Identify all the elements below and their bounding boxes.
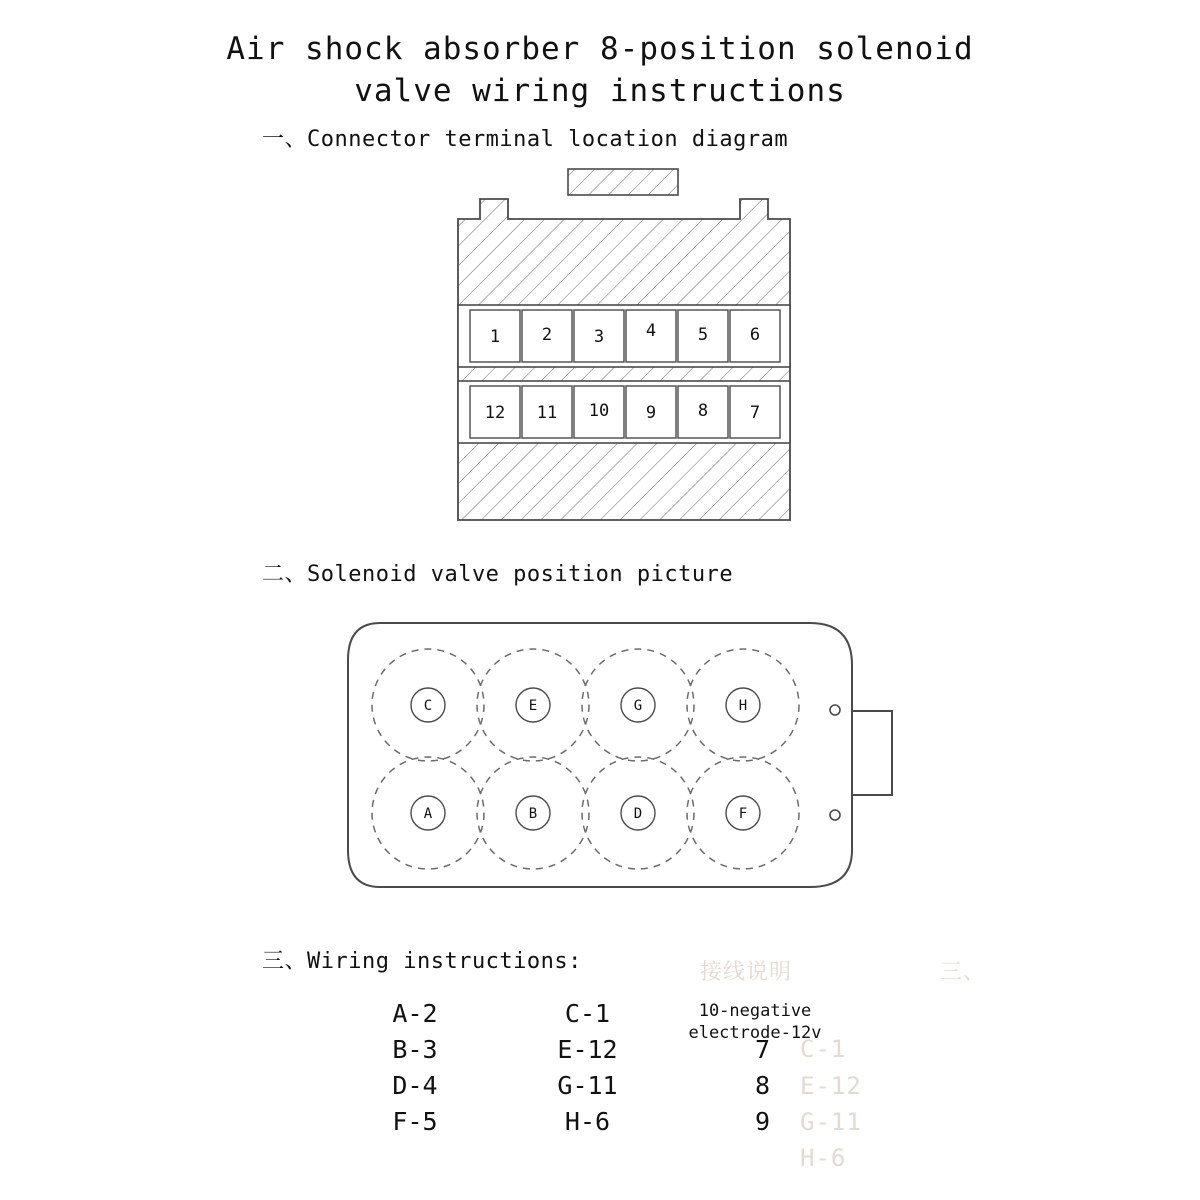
- wiring-cell-f: F-5: [392, 1106, 438, 1136]
- terminal-label-2: 2: [541, 325, 553, 345]
- terminal-label-1: 1: [489, 327, 501, 347]
- ghost-text-1: 接线说明: [700, 960, 793, 985]
- terminal-label-10: 10: [588, 401, 610, 421]
- terminal-label-6: 6: [749, 325, 761, 345]
- wiring-instructions-table: [330, 995, 850, 1139]
- page-title-line1: Air shock absorber 8-position solenoid: [226, 31, 974, 67]
- wiring-cell-e: E-12: [557, 1034, 618, 1064]
- table-row: [330, 1067, 850, 1103]
- solenoid-label-g: G: [633, 698, 643, 714]
- solenoid-label-a: A: [423, 806, 433, 822]
- page-title: [0, 28, 1200, 112]
- negative-electrode-note: 10-negative electrode-12v: [688, 1001, 822, 1043]
- terminal-label-3: 3: [593, 327, 605, 347]
- solenoid-label-e: E: [528, 698, 538, 714]
- ghost-text-5: H-6: [800, 1144, 847, 1172]
- table-row: [330, 1103, 850, 1139]
- terminal-label-7: 7: [749, 403, 761, 423]
- table-row: [330, 1031, 850, 1067]
- wiring-cell-h: H-6: [564, 1106, 611, 1136]
- ghost-text-6: 三、: [940, 960, 987, 985]
- wiring-cell-9: 9: [754, 1106, 771, 1136]
- terminal-label-12: 12: [484, 403, 506, 423]
- terminal-label-4: 4: [645, 321, 657, 341]
- wiring-cell-g: G-11: [557, 1070, 618, 1100]
- table-row: [330, 995, 850, 1031]
- ghost-text-4: G-11: [800, 1108, 862, 1136]
- solenoid-label-f: F: [738, 806, 748, 822]
- solenoid-label-b: B: [528, 806, 538, 822]
- terminal-label-9: 9: [645, 403, 657, 423]
- terminal-label-11: 11: [536, 403, 558, 423]
- wiring-cell-d: D-4: [392, 1070, 438, 1100]
- section-heading-connector: 一、Connector terminal location diagram: [262, 127, 789, 152]
- connector-terminal-diagram: [440, 165, 820, 535]
- terminal-label-8: 8: [697, 401, 709, 421]
- wiring-cell-a: A-2: [392, 998, 438, 1028]
- wiring-cell-c: C-1: [564, 998, 611, 1028]
- ghost-text-3: E-12: [800, 1072, 862, 1100]
- terminal-label-5: 5: [697, 325, 709, 345]
- section-heading-wiring: 三、Wiring instructions:: [262, 949, 582, 974]
- ghost-text-2: C-1: [800, 1035, 847, 1063]
- section-heading-solenoid: 二、Solenoid valve position picture: [262, 562, 734, 587]
- solenoid-label-c: C: [423, 698, 433, 714]
- page-title-line2: valve wiring instructions: [354, 73, 846, 109]
- wiring-cell-7: 7: [754, 1034, 771, 1064]
- solenoid-position-diagram: [340, 615, 900, 900]
- solenoid-label-h: H: [738, 698, 748, 714]
- solenoid-label-d: D: [633, 806, 643, 822]
- wiring-cell-b: B-3: [392, 1034, 438, 1064]
- wiring-cell-8: 8: [754, 1070, 771, 1100]
